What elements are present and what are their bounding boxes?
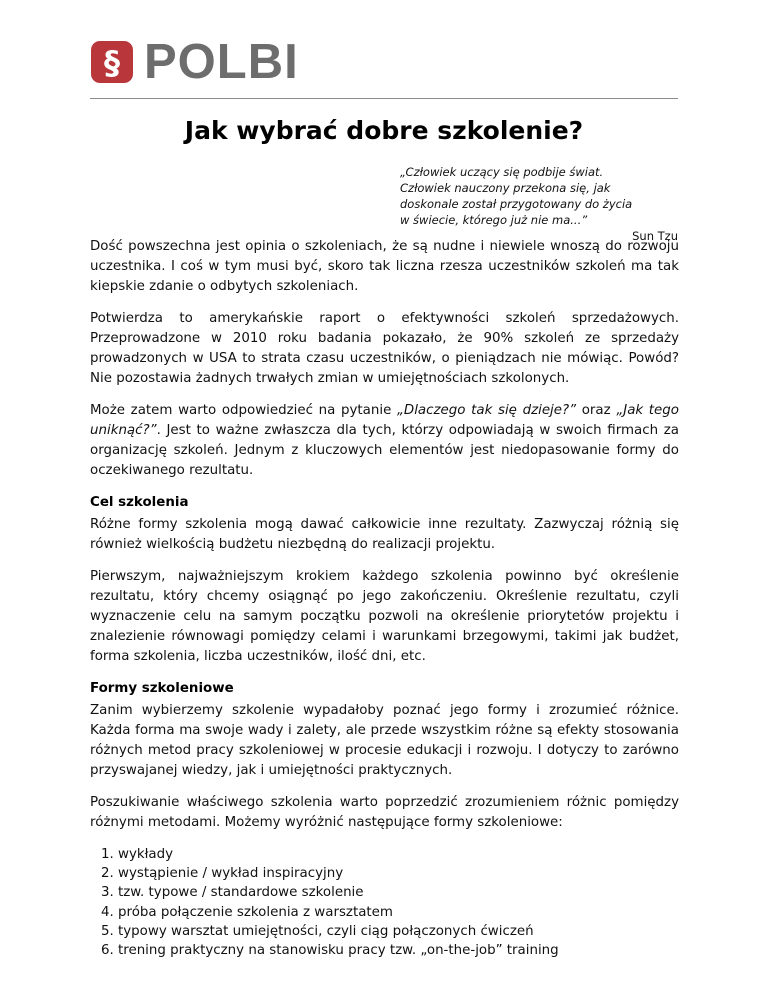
list-item: 4. próba połączenie szkolenia z warsztatem bbox=[118, 903, 679, 922]
epigraph-quote bbox=[400, 164, 678, 244]
page-title: Jak wybrać dobre szkolenie? bbox=[184, 116, 584, 145]
quote-line: „Człowiek uczący się podbije świat. bbox=[400, 165, 604, 179]
paragraph-text: oraz bbox=[576, 403, 617, 418]
intro-paragraph-1: Dość powszechna jest opinia o szkoleniach, że są nudne i niewiele wnoszą do rozwoju uczestnika. I coś w tym musi być, skoro tak liczna rzesza uczestników szkoleń ma tak kiepskie zdanie o odbytych szkoleniach. bbox=[90, 239, 679, 294]
paragraph-text: . Jest to ważne zwłaszcza dla tych, którzy odpowiadają w swoich firmach za organizację szkoleń. Jednym z kluczowych elementów jest niedopasowanie formy do oczekiwanego rezultatu. bbox=[90, 423, 679, 478]
section-heading-forms: Formy szkoleniowe bbox=[90, 681, 234, 696]
list-item: 5. typowy warsztat umiejętności, czyli ciąg połączonych ćwiczeń bbox=[118, 922, 679, 941]
logo-text: POLBI bbox=[144, 35, 299, 89]
list-item: 1. wykłady bbox=[118, 845, 679, 864]
svg-text:§: § bbox=[104, 44, 120, 82]
list-item: 6. trening praktyczny na stanowisku pracy tzw. „on-the-job” training bbox=[118, 941, 679, 960]
forms-paragraph-2: Poszukiwanie właściwego szkolenia warto poprzedzić zrozumieniem różnic pomiędzy różnymi metodami. Możemy wyróżnić następujące formy szkoleniowe: bbox=[90, 795, 679, 830]
question-how: „Jak tego uniknąć?” bbox=[90, 403, 679, 438]
quote-line: doskonale został przygotowany do życia bbox=[400, 197, 633, 211]
training-forms-list bbox=[90, 845, 679, 960]
section-heading-goal: Cel szkolenia bbox=[90, 495, 189, 510]
goal-paragraph-1: Różne formy szkolenia mogą dawać całkowicie inne rezultaty. Zazwyczaj różnią się również wielkością budżetu niezbędną do realizacji projektu. bbox=[90, 517, 679, 552]
quote-author: Sun Tzu bbox=[632, 229, 678, 243]
goal-paragraph-2: Pierwszym, najważniejszym krokiem każdego szkolenia powinno być określenie rezultatu, który chcemy osiągnąć po jego zakończeniu. Określenie rezultatu, czyli wyznaczenie celu na samym początku pozwoli na określenie priorytetów projektu i znalezienie równowagi pomiędzy celami i warunkami brzegowymi, takimi jak budżet, forma szkolenia, liczba uczestników, ilość dni, etc. bbox=[90, 569, 679, 664]
question-why: „Dlaczego tak się dzieje?” bbox=[396, 403, 577, 418]
intro-paragraph-3 bbox=[90, 401, 679, 481]
article-body bbox=[90, 237, 679, 960]
company-logo bbox=[91, 35, 299, 89]
polbi-logo-icon bbox=[91, 41, 133, 83]
forms-paragraph-1: Zanim wybierzemy szkolenie wypadałoby poznać jego formy i zrozumieć różnice. Każda forma ma swoje wady i zalety, ale przede wszystkim różne są efekty stosowania różnych metod pracy szkoleniowej w procesie edukacji i rozwoju. I dotyczy to zarówno przyswajanej wiedzy, jak i umiejętności praktycznych. bbox=[90, 703, 679, 778]
list-item: 3. tzw. typowe / standardowe szkolenie bbox=[118, 883, 679, 902]
header-divider bbox=[90, 98, 678, 99]
quote-line: Człowiek nauczony przekona się, jak bbox=[400, 181, 611, 195]
list-item: 2. wystąpienie / wykład inspiracyjny bbox=[118, 864, 679, 883]
quote-line: w świecie, którego już nie ma...” bbox=[400, 213, 588, 227]
paragraph-text: Może zatem warto odpowiedzieć na pytanie bbox=[90, 403, 397, 418]
intro-paragraph-2: Potwierdza to amerykańskie raport o efektywności szkoleń sprzedażowych. Przeprowadzone w 2010 roku badania pokazało, że 90% szkoleń ze sprzedaży prowadzonych w USA to strata czasu uczestników, o pieniądzach nie mówiąc. Powód? Nie pozostawia żadnych trwałych zmian w umiejętnościach szkolonych. bbox=[90, 311, 679, 386]
